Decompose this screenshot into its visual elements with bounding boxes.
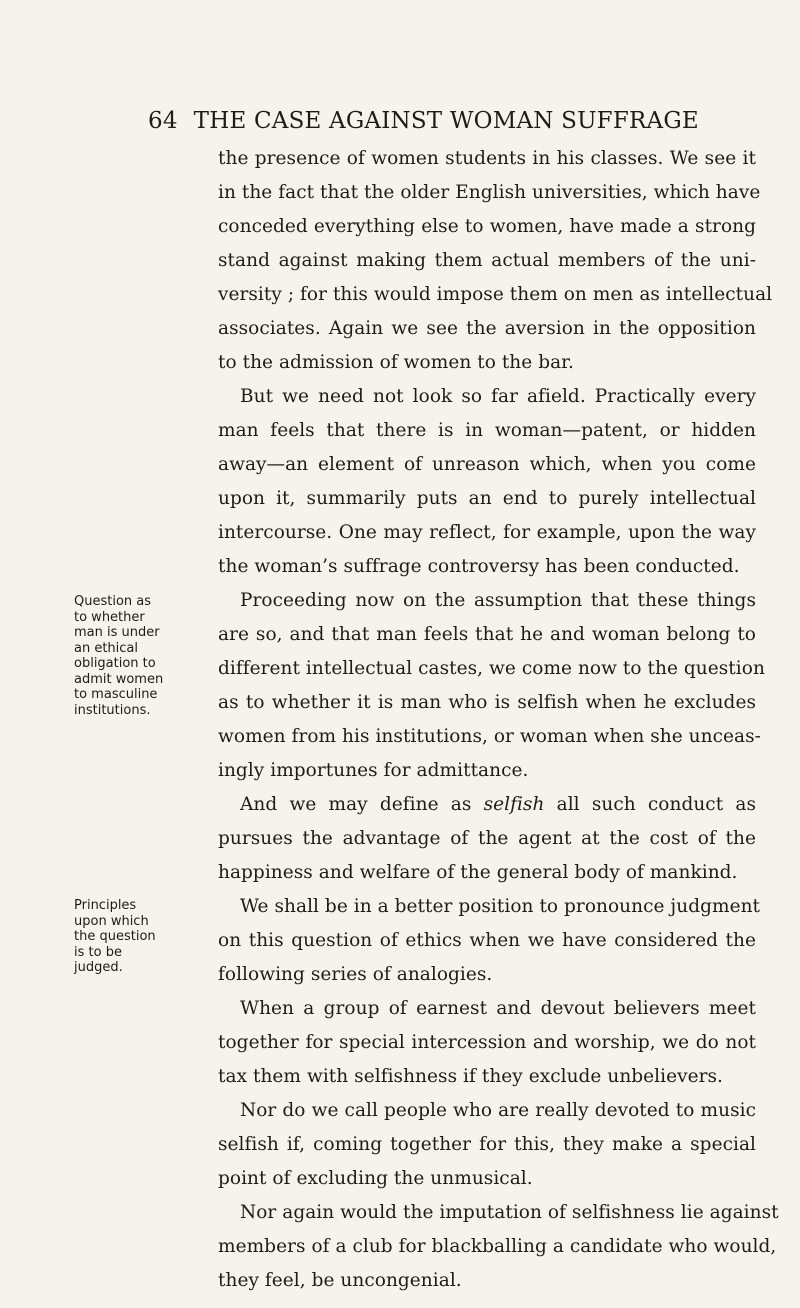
body-line: ingly importunes for admittance. <box>218 760 529 781</box>
body-line: are so, and that man feels that he and woman belong to <box>218 624 756 645</box>
body-line: members of a club for blackballing a candidate who would, <box>218 1236 777 1257</box>
body-line: Nor again would the imputation of selfishness lie against <box>240 1202 779 1223</box>
margin-note-line: Question as <box>74 594 152 609</box>
running-header <box>148 102 708 140</box>
margin-note-line: to whether <box>74 609 145 625</box>
margin-note-question <box>74 594 214 718</box>
body-line: Proceeding now on the assumption that these things <box>240 590 756 611</box>
body-line: to the admission of women to the bar. <box>218 352 574 373</box>
body-line: man feels that there is in woman—patent, or hidden <box>218 420 756 441</box>
body-line: following series of analogies. <box>218 964 493 985</box>
margin-note-principles <box>74 898 214 976</box>
body-line: tax them with selfishness if they exclude unbelievers. <box>218 1066 723 1087</box>
margin-note-line: to masculine <box>74 687 158 702</box>
body-line: When a group of earnest and devout believers meet <box>240 998 756 1019</box>
body-line: point of excluding the unmusical. <box>218 1168 533 1189</box>
page-number: 64 <box>148 108 178 134</box>
body-line: stand against making them actual members of the uni- <box>218 250 756 271</box>
body-line: as to whether it is man who is selfish when he excludes <box>218 692 756 713</box>
body-line: But we need not look so far afield. Practically every <box>240 386 756 407</box>
body-line: Nor do we call people who are really devoted to music <box>240 1100 756 1121</box>
body-line: away—an element of unreason which, when you come <box>218 454 756 475</box>
body-line: upon it, summarily puts an end to purely intellectual <box>218 488 756 509</box>
margin-note-line: is to be <box>74 944 122 960</box>
body-line: conceded everything else to women, have made a strong <box>218 216 756 237</box>
text-run: all such conduct as <box>544 794 756 815</box>
text-run: And we may define as <box>240 794 484 815</box>
margin-note-line: institutions. <box>74 702 151 718</box>
running-title: THE CASE AGAINST WOMAN SUFFRAGE <box>193 108 699 134</box>
margin-note-line: admit women <box>74 671 164 687</box>
margin-note-line: an ethical <box>74 640 139 656</box>
body-line <box>240 788 756 822</box>
body-line: pursues the advantage of the agent at the cost of the <box>218 828 756 849</box>
body-line: associates. Again we see the aversion in the opposition <box>218 318 756 339</box>
body-line: the woman’s suffrage controversy has been conducted. <box>218 556 740 577</box>
emphasis-selfish: selfish <box>483 794 545 815</box>
body-line: We shall be in a better position to pronounce judgment <box>240 896 761 917</box>
body-line: different intellectual castes, we come now to the question <box>218 658 765 679</box>
margin-note-line: the question <box>74 929 156 944</box>
body-line: the presence of women students in his classes. We see it <box>218 148 756 169</box>
body-line: happiness and welfare of the general body of mankind. <box>218 862 738 883</box>
body-line: intercourse. One may reflect, for example, upon the way <box>218 522 756 543</box>
body-line: selfish if, coming together for this, they make a special <box>218 1134 756 1155</box>
margin-note-line: Principles <box>74 898 137 913</box>
margin-note-line: judged. <box>74 960 123 975</box>
body-line: they feel, be uncongenial. <box>218 1270 462 1291</box>
margin-note-line: obligation to <box>74 656 156 671</box>
body-line: women from his institutions, or woman when she unceas- <box>218 726 761 747</box>
body-line: in the fact that the older English universities, which have <box>218 182 761 203</box>
margin-note-line: man is under <box>74 625 160 640</box>
margin-note-line: upon which <box>74 913 149 929</box>
body-line: on this question of ethics when we have considered the <box>218 930 756 951</box>
body-line: versity ; for this would impose them on men as intellectual <box>218 284 773 305</box>
body-line: together for special intercession and worship, we do not <box>218 1032 756 1053</box>
